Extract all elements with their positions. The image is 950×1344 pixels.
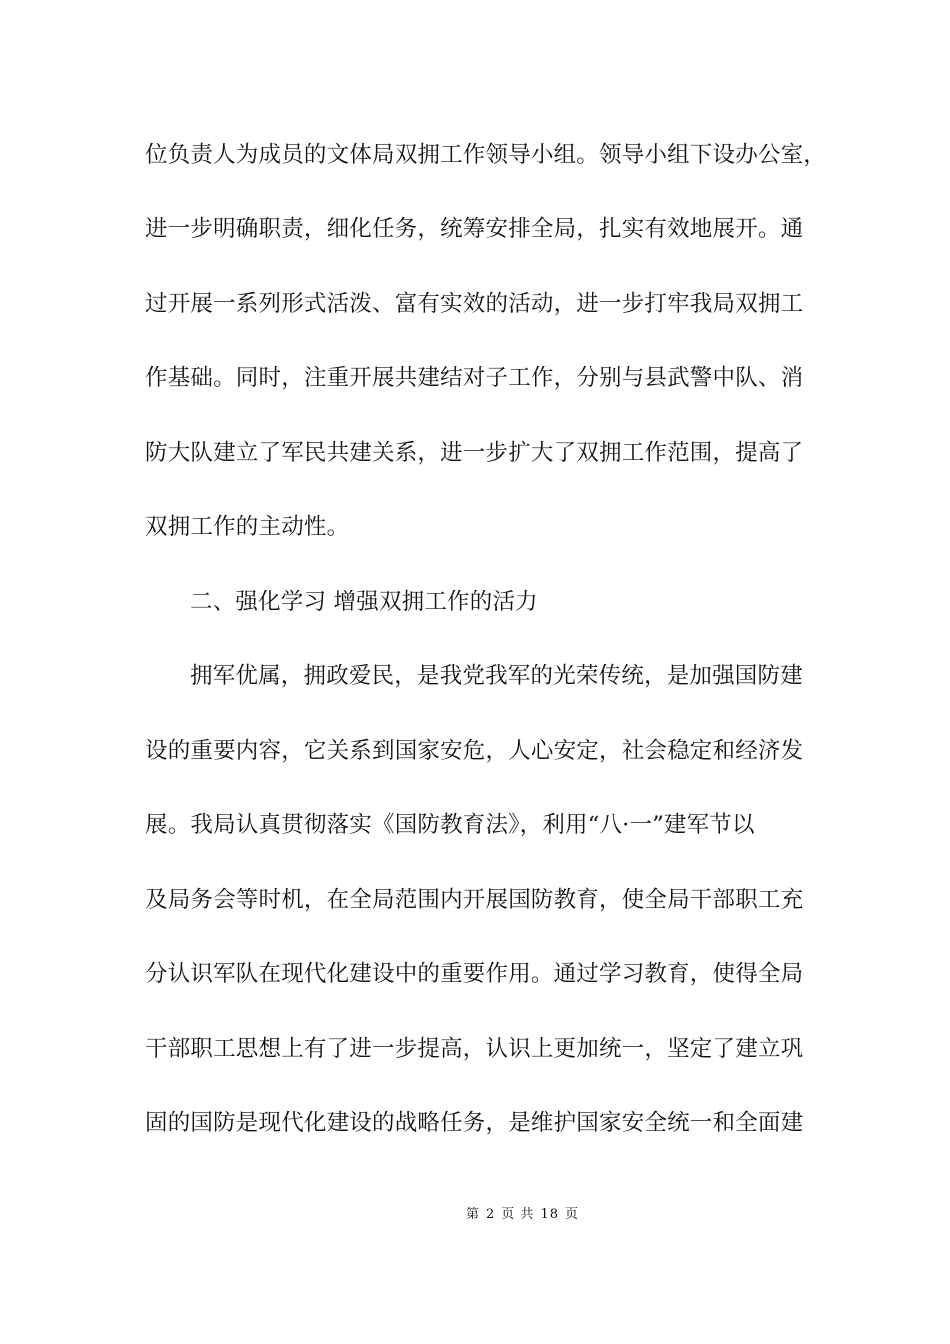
body-line: 及局务会等时机，在全局范围内开展国防教育，使全局干部职工充 [145,887,804,913]
body-line: 固的国防是现代化建设的战略任务，是维护国家安全统一和全面建 [145,1110,804,1136]
body-line: 双拥工作的主动性。 [145,514,350,540]
footer-page-number: 2 [486,1207,496,1222]
body-line: 作基础。同时，注重开展共建结对子工作，分别与县武警中队、消 [145,365,804,391]
section-heading: 二、强化学习 增强双拥工作的活力 [190,589,538,615]
body-line: 设的重要内容，它关系到国家安危，人心安定，社会稳定和经济发 [145,738,804,764]
page-footer [0,1206,950,1224]
body-line: 过开展一系列形式活泼、富有实效的活动，进一步打牢我局双拥工 [145,291,804,317]
body-line: 防大队建立了军民共建关系，进一步扩大了双拥工作范围，提高了 [145,440,804,466]
footer-suffix: 页 [564,1207,579,1222]
body-line: 分认识军队在现代化建设中的重要作用。通过学习教育，使得全局 [145,961,804,987]
paragraph-first-line: 拥军优属，拥政爱民，是我党我军的光荣传统，是加强国防建 [190,663,803,689]
footer-total-pages: 18 [540,1207,559,1222]
body-line: 进一步明确职责，细化任务，统筹安排全局，扎实有效地展开。通 [145,216,804,242]
body-line: 展。我局认真贯彻落实《国防教育法》，利用“八·一”建军节以 [145,812,755,838]
body-line: 干部职工思想上有了进一步提高，认识上更加统一，坚定了建立巩 [145,1036,804,1062]
footer-mid: 页 共 [501,1207,535,1222]
body-line: 位负责人为成员的文体局双拥工作领导小组。领导小组下设办公室， [145,142,827,168]
footer-prefix: 第 [466,1207,481,1222]
